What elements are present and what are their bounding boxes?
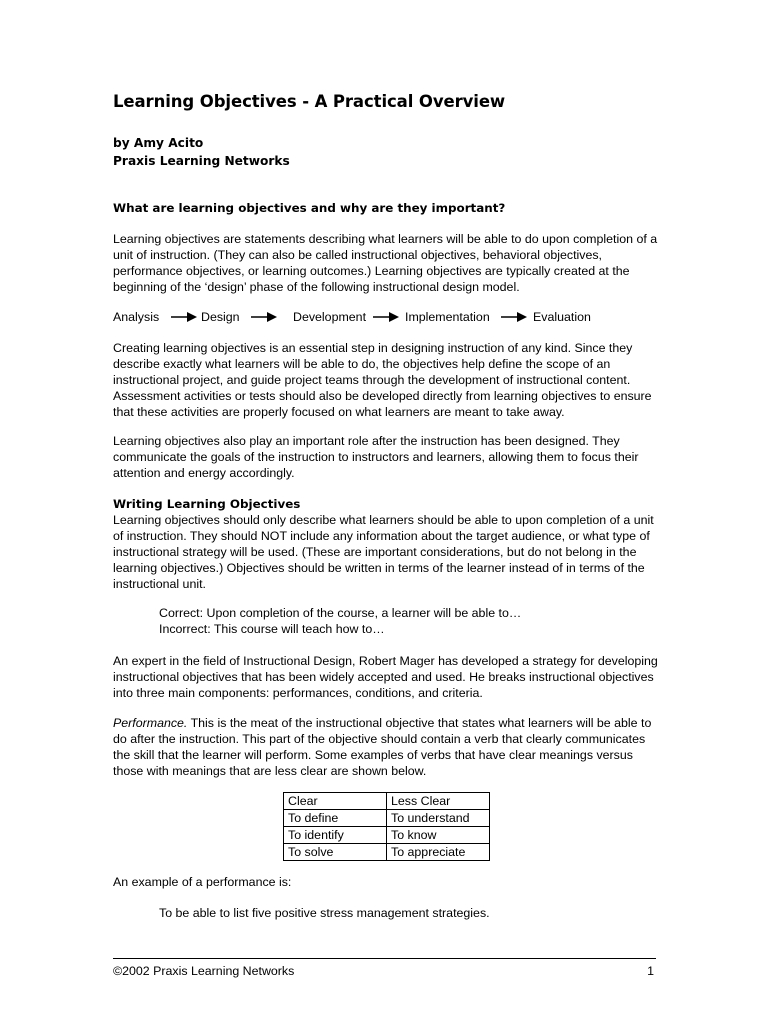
flow-step-development: Development bbox=[293, 310, 367, 324]
table-header-less-clear: Less Clear bbox=[387, 793, 490, 810]
paragraph-after-instruction: Learning objectives also play an important role after the instruction has been designed. They communicate the goals of the instruction to instructors and learners, allowing them to focus their attention and energy accordingly. bbox=[113, 434, 639, 480]
table-header-clear: Clear bbox=[284, 793, 387, 810]
paragraph-writing-objectives: Learning objectives should only describe what learners should be able to upon completion of a unit of instruction. They should NOT include any information about the target audience, or what type of instructional strategy will be used. (These are important considerations, but do not belong in the learning objectives.) Objectives should be written in terms of the learner instead of in terms of the instructional unit. bbox=[113, 513, 654, 591]
table-cell: To define bbox=[284, 810, 387, 827]
page-title: Learning Objectives - A Practical Overview bbox=[113, 92, 506, 111]
arrow-right-icon bbox=[501, 312, 527, 322]
flow-step-design: Design bbox=[201, 310, 240, 324]
verb-clarity-table bbox=[283, 792, 490, 861]
byline bbox=[113, 134, 290, 170]
page-number: 1 bbox=[647, 964, 654, 978]
table-cell: To know bbox=[387, 827, 490, 844]
paragraph-performance-example-intro: An example of a performance is: bbox=[113, 875, 292, 889]
paragraph-performance bbox=[113, 715, 658, 779]
table-cell: To solve bbox=[284, 844, 387, 861]
flow-step-evaluation: Evaluation bbox=[533, 310, 591, 324]
table-row bbox=[284, 827, 490, 844]
paragraph-definition: Learning objectives are statements describing what learners will be able to do upon completion of a unit of instruction. (They can also be called instructional objectives, behavioral objectives, performance objectives, or learning outcomes.) Learning objectives are typically created at the beginning of the ‘design’ phase of the following instructional design model. bbox=[113, 232, 658, 294]
table-cell: To identify bbox=[284, 827, 387, 844]
table-row bbox=[284, 844, 490, 861]
paragraph-essential-step: Creating learning objectives is an essential step in designing instruction of any kind. Since they describe exactly what learners will be able to do, the objectives help define the scope of an instructional project, and guide project teams through the development of instructional content. Assessment activities or tests should also be developed directly from learning objectives to ensure that these activities are properly focused on what learners are meant to take away. bbox=[113, 341, 652, 419]
flow-step-implementation: Implementation bbox=[405, 310, 490, 324]
performance-text: This is the meat of the instructional objective that states what learners will be able to do after the instruction. This part of the objective should contain a verb that clearly communicates the skill that the learner will perform. Some examples of verbs that have clear meanings versus those with meanings that are less clear are shown below. bbox=[113, 716, 652, 778]
table-cell: To understand bbox=[387, 810, 490, 827]
table-row bbox=[284, 810, 490, 827]
performance-term: Performance. bbox=[113, 716, 188, 730]
table-header-row bbox=[284, 793, 490, 810]
arrow-right-icon bbox=[171, 312, 197, 322]
performance-example: To be able to list five positive stress management strategies. bbox=[159, 906, 490, 920]
example-incorrect: Incorrect: This course will teach how to… bbox=[159, 622, 385, 636]
table-cell: To appreciate bbox=[387, 844, 490, 861]
design-model-flow bbox=[113, 309, 658, 325]
arrow-right-icon bbox=[251, 312, 277, 322]
flow-step-analysis: Analysis bbox=[113, 310, 160, 324]
example-correct: Correct: Upon completion of the course, a learner will be able to… bbox=[159, 606, 522, 620]
arrow-right-icon bbox=[373, 312, 399, 322]
author: by Amy Acito bbox=[113, 136, 204, 150]
example-block bbox=[113, 605, 704, 637]
section-heading-importance: What are learning objectives and why are they important? bbox=[113, 201, 506, 215]
footer-copyright: ©2002 Praxis Learning Networks bbox=[113, 964, 295, 978]
organization: Praxis Learning Networks bbox=[113, 154, 290, 168]
section-heading-writing: Writing Learning Objectives bbox=[113, 497, 301, 511]
paragraph-mager: An expert in the field of Instructional Design, Robert Mager has developed a strategy for developing instructional objectives that has been widely accepted and used. He breaks instructional objectives into three main components: performances, conditions, and criteria. bbox=[113, 654, 658, 700]
footer-divider bbox=[113, 958, 656, 959]
